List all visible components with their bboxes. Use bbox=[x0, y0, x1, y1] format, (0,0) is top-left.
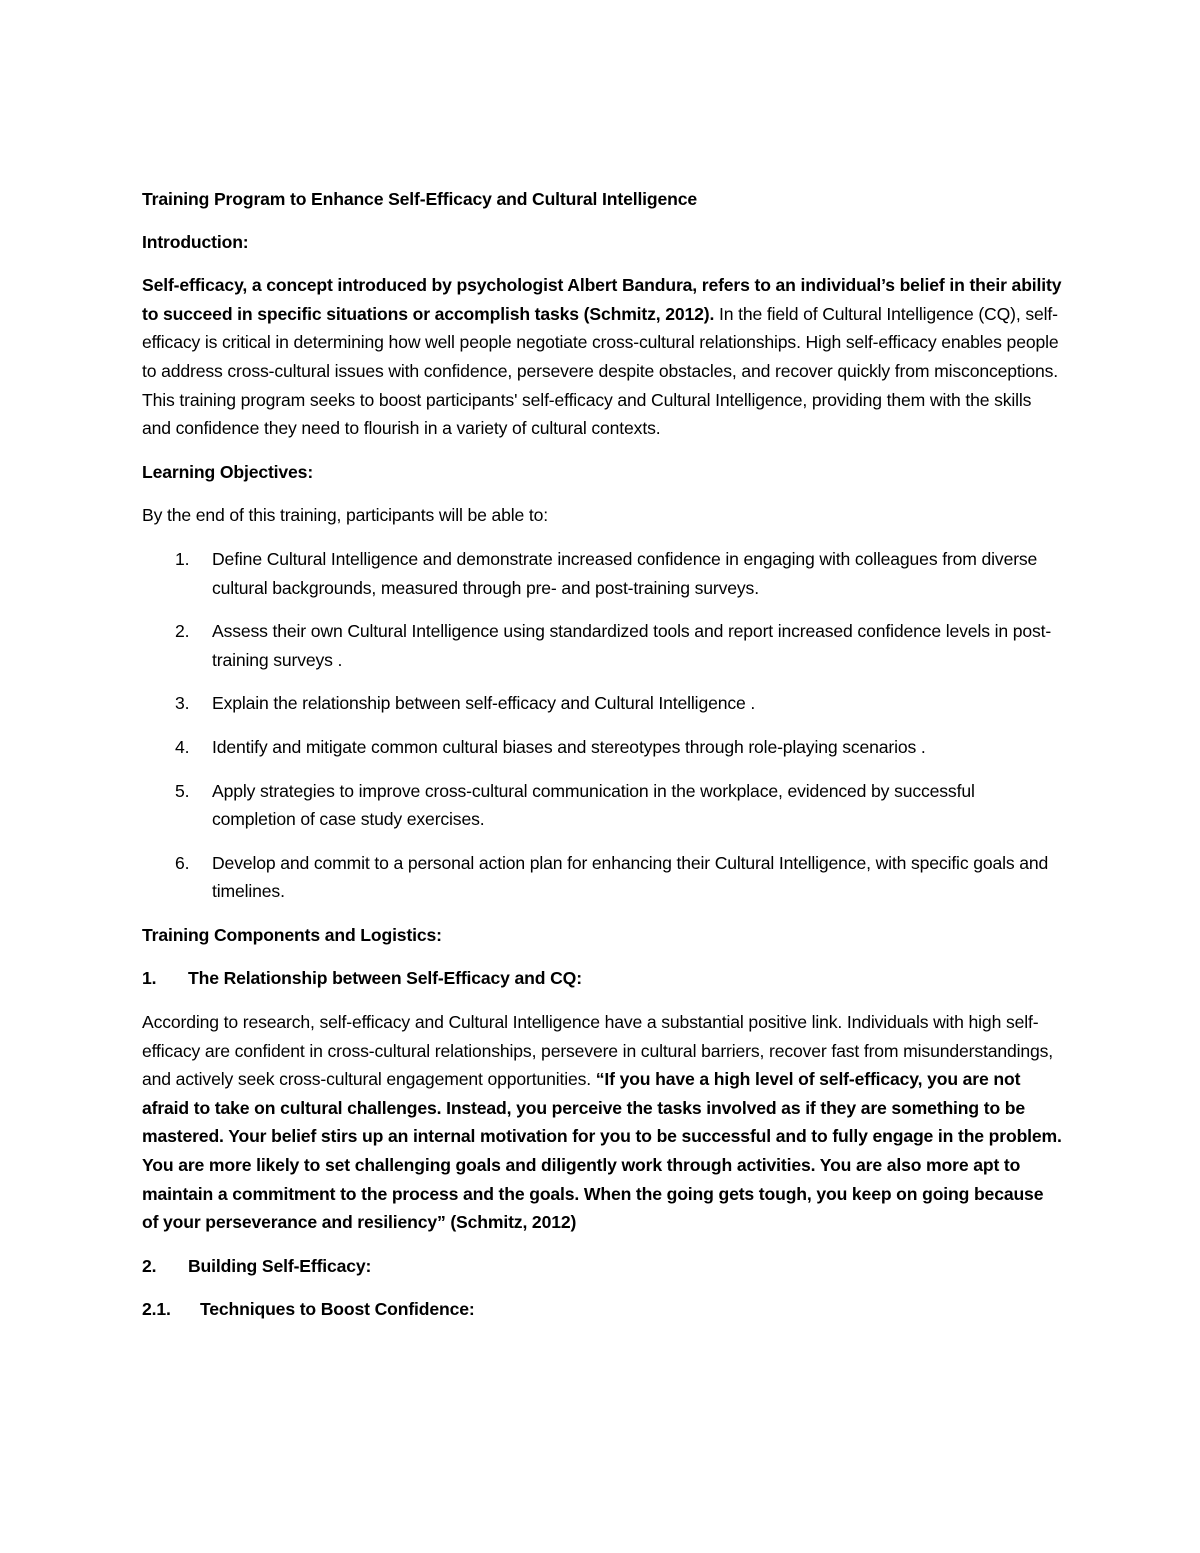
document-title: Training Program to Enhance Self-Efficacy and Cultural Intelligence bbox=[142, 189, 698, 209]
learning-objectives-intro: By the end of this training, participants will be able to: bbox=[142, 505, 548, 526]
objectives-list bbox=[142, 545, 1062, 906]
objective-number: 1. bbox=[175, 548, 190, 569]
objective-number: 4. bbox=[175, 736, 190, 757]
objective-item bbox=[142, 689, 1062, 718]
objective-text: Apply strategies to improve cross-cultural communication in the workplace, evidenced by successful completion of case study exercises. bbox=[212, 780, 975, 830]
objective-item bbox=[142, 617, 1062, 674]
objective-number: 5. bbox=[175, 780, 190, 801]
objective-text: Define Cultural Intelligence and demonstrate increased confidence in engaging with colleagues from diverse cultural backgrounds, measured through pre- and post-training surveys. bbox=[212, 548, 1038, 598]
introduction-heading: Introduction: bbox=[142, 231, 249, 252]
section-2-1-title: Techniques to Boost Confidence: bbox=[200, 1299, 475, 1320]
section-1-bold-quote: “If you have a high level of self-efficacy, you are not afraid to take on cultural challenges. Instead, you perceive the tasks involved as if they are something to be mastered. Your belief stirs up an internal motivation for you to be successful and to fully engage in the problem. You are more likely to set challenging goals and diligently work through activities. You are also more apt to maintain a commitment to the process and the goals. When the going gets tough, you keep on going because of your perseverance and resiliency” (Schmitz, 2012) bbox=[142, 1069, 1062, 1233]
objective-text: Identify and mitigate common cultural biases and stereotypes through role-playing scenarios . bbox=[212, 736, 926, 757]
introduction-bold-text: Self-efficacy, a concept introduced by psychologist Albert Bandura, refers to an individual’s belief in their ability to succeed in specific situations or accomplish tasks (Schmitz, 2012). bbox=[142, 275, 1062, 324]
section-1-paragraph bbox=[142, 1008, 1062, 1237]
section-2-number: 2. bbox=[142, 1255, 157, 1276]
section-1-number: 1. bbox=[142, 968, 157, 989]
document-page bbox=[142, 185, 1062, 1339]
section-2-1-heading bbox=[142, 1295, 1062, 1324]
objective-text: Explain the relationship between self-efficacy and Cultural Intelligence . bbox=[212, 693, 756, 714]
objective-number: 3. bbox=[175, 693, 190, 714]
section-1-title: The Relationship between Self-Efficacy and CQ: bbox=[188, 968, 582, 989]
section-2-1-number: 2.1. bbox=[142, 1299, 171, 1320]
objective-item bbox=[142, 733, 1062, 762]
section-2-heading bbox=[142, 1252, 1062, 1281]
objective-item bbox=[142, 849, 1062, 906]
introduction-paragraph bbox=[142, 271, 1062, 443]
section-1-heading bbox=[142, 964, 1062, 993]
learning-objectives-heading: Learning Objectives: bbox=[142, 461, 314, 482]
section-1-normal-text: According to research, self-efficacy and Cultural Intelligence have a substantial positive link. Individuals with high self-efficacy are confident in cross-cultural relationships, persevere in cultural barriers, recover fast from misunderstandings, and actively seek cross-cultural engagement opportunities. bbox=[142, 1012, 1054, 1090]
objective-number: 2. bbox=[175, 621, 190, 642]
objective-text: Develop and commit to a personal action plan for enhancing their Cultural Intelligence, with specific goals and timelines. bbox=[212, 852, 1049, 902]
objective-item bbox=[142, 777, 1062, 834]
objective-text: Assess their own Cultural Intelligence using standardized tools and report increased confidence levels in post-training surveys . bbox=[212, 621, 1052, 670]
objective-item bbox=[142, 545, 1062, 602]
objective-number: 6. bbox=[175, 852, 190, 873]
section-2-title: Building Self-Efficacy: bbox=[188, 1255, 372, 1276]
introduction-normal-text: In the field of Cultural Intelligence (CQ), self-efficacy is critical in determining how well people negotiate cross-cultural relationships. High self-efficacy enables people to address cross-cultural issues with confidence, persevere despite obstacles, and recover quickly from misconceptions. This training program seeks to boost participants' self-efficacy and Cultural Intelligence, providing them with the skills and confidence they need to flourish in a variety of cultural contexts. bbox=[142, 303, 1059, 439]
training-components-heading: Training Components and Logistics: bbox=[142, 924, 442, 945]
